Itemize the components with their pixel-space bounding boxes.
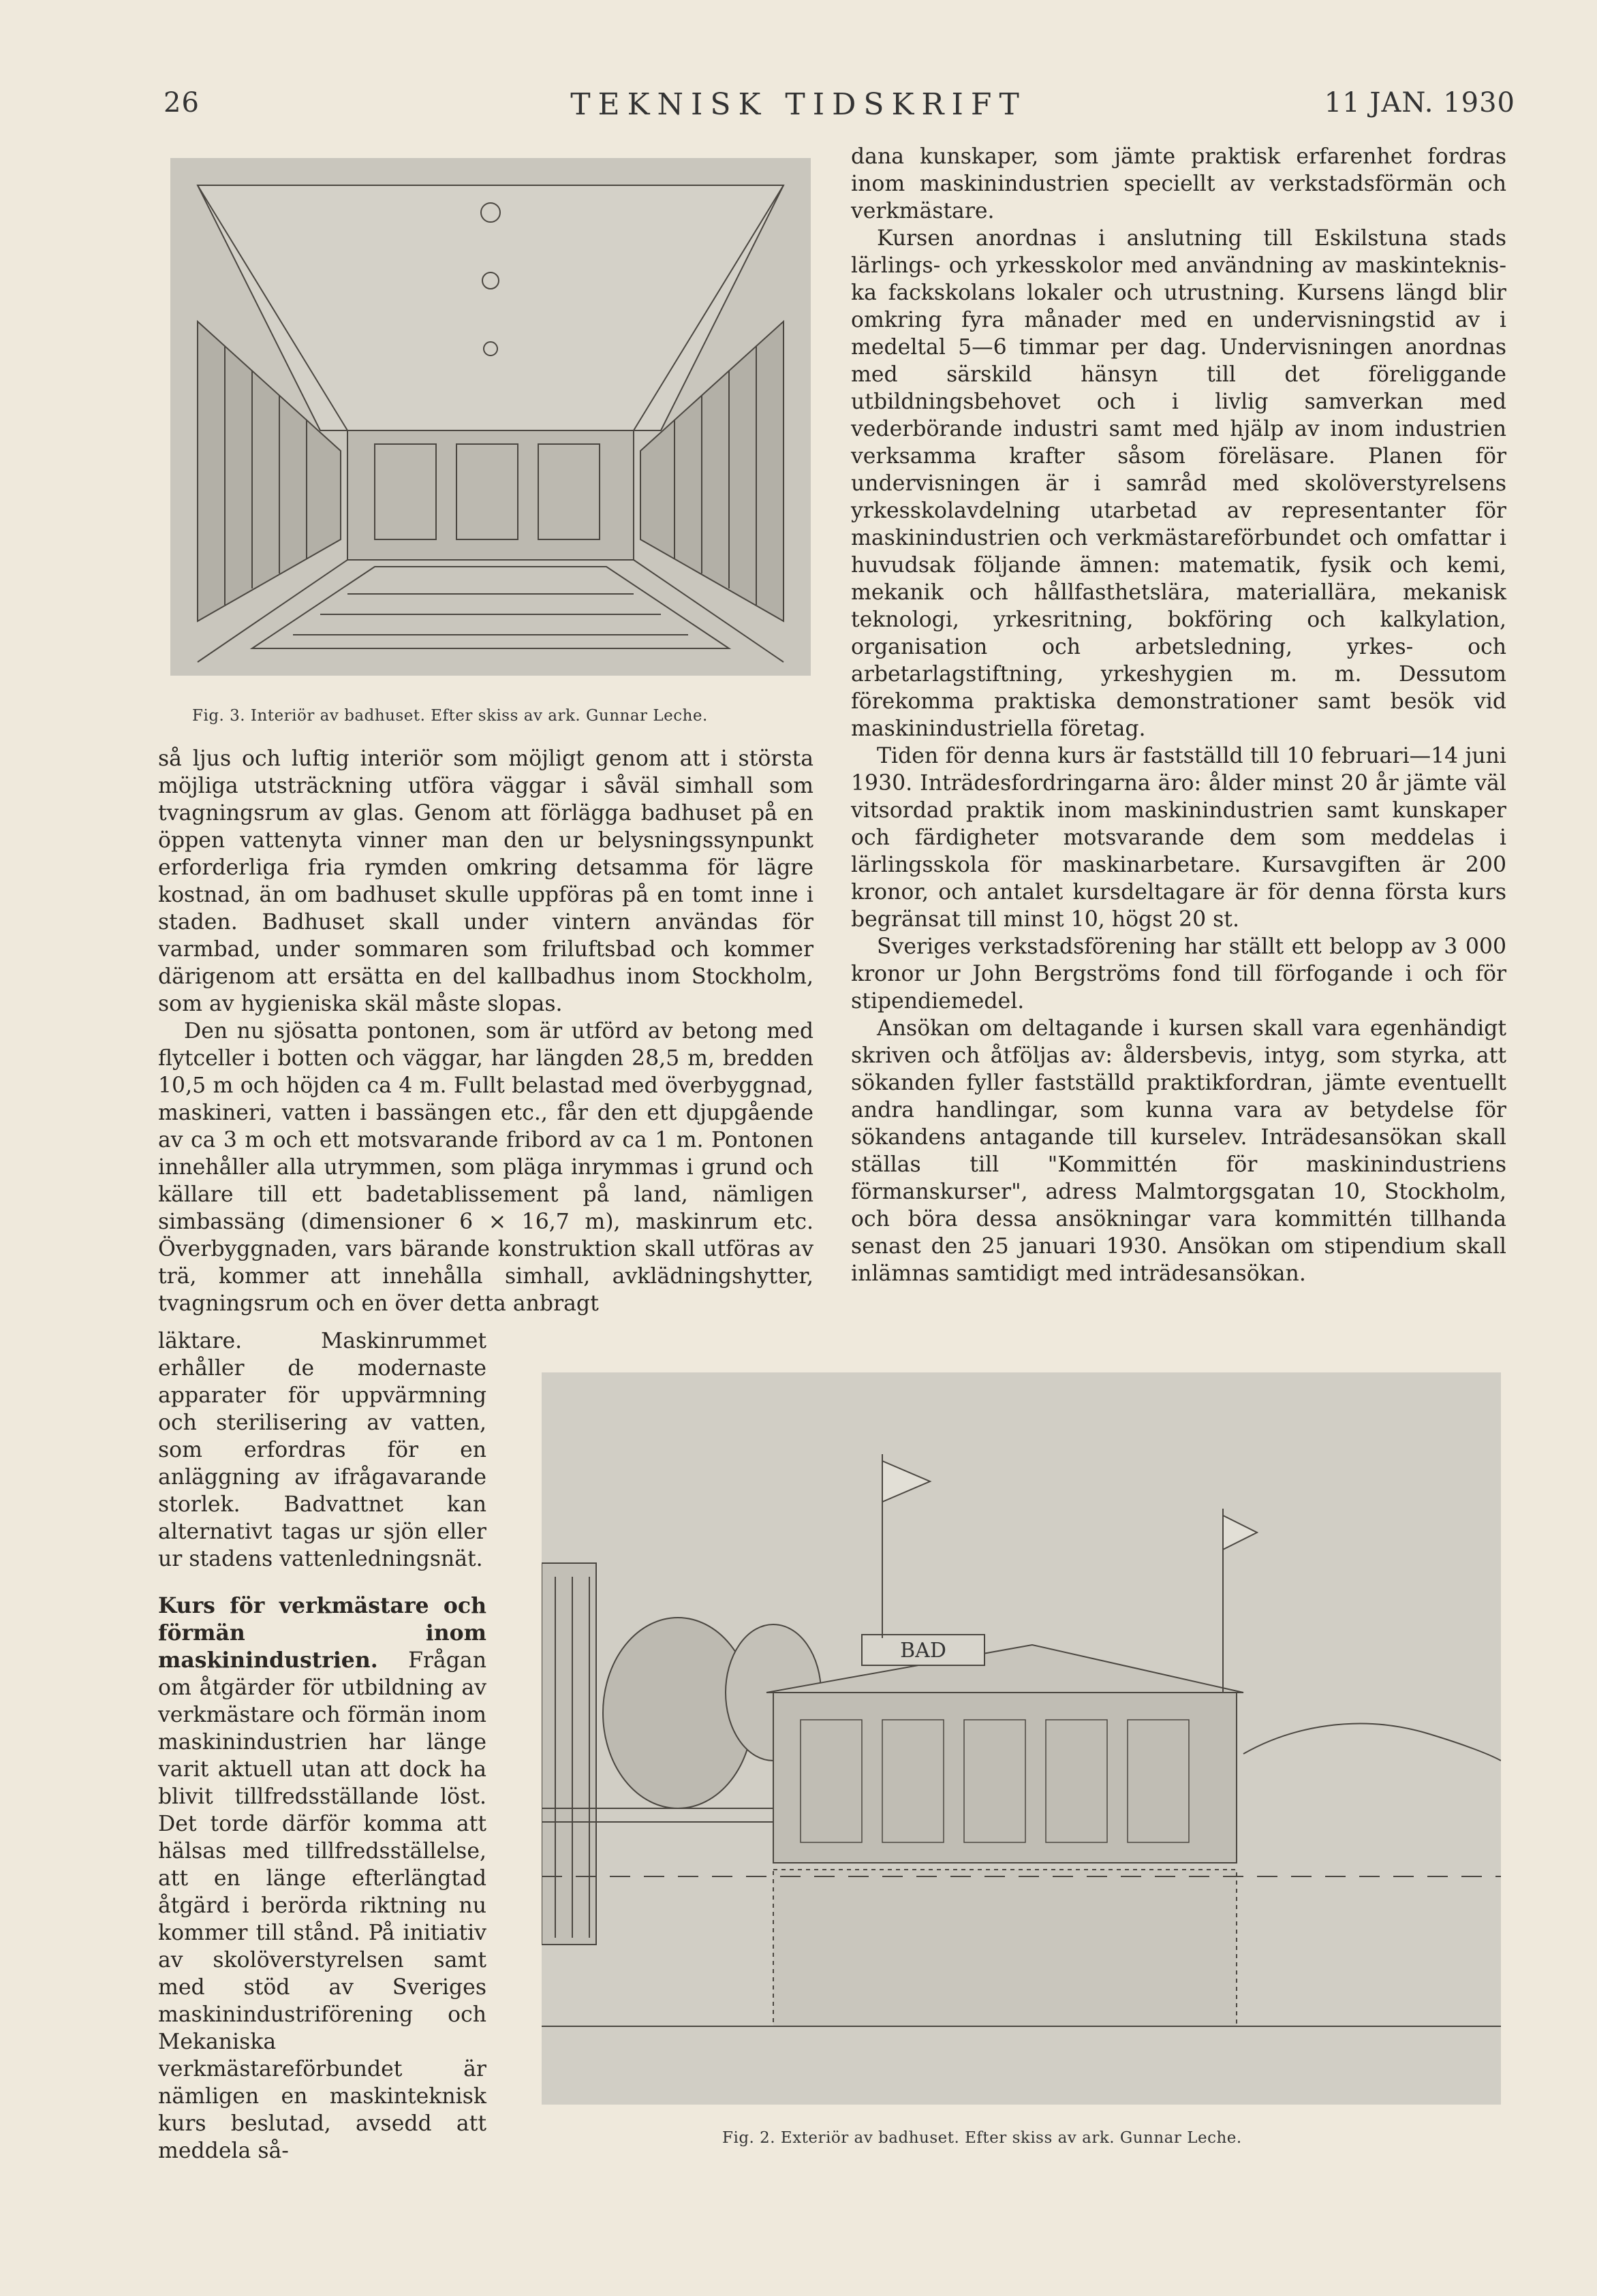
left-column-narrow bbox=[158, 1327, 486, 1573]
paragraph: Kursen anordnas i anslutning till Eskilstuna stads lärlings- och yrkesskolor med användning av maskintekniska fackskolans lokaler och utrustning. Kursens längd blir omkring fyra månader med en undervisningstid av i medeltal 5—6 timmar per dag. Undervisningen anordnas med särskild hänsyn till det föreliggande utbildningsbehovet och i livlig samverkan med vederbörande industri samt med hjälp av inom industrien verksamma krafter såsom föreläsare. Planen för undervisningen är i samråd med skolöverstyrelsens yrkesskolavdelning utarbetad av representanter för maskinindustrien och verkmästareförbundet och omfattar i huvudsak följande ämnen: matematik, fysik och kemi, mekanik och hållfasthetslära, materiallära, mekanisk teknologi, yrkesritning, bokföring och kalkylation, organisation och arbetsledning, yrkes- och arbetarlagstiftning, yrkeshygien m. m. Dessutom förekomma praktiska demonstrationer samt besök vid maskinindustriella företag. bbox=[851, 226, 1506, 741]
right-column bbox=[851, 143, 1506, 1287]
paragraph: Tiden för denna kurs är fastställd till 10 februari—14 juni 1930. Inträdesfordringarna äro: ålder minst 20 år jämte väl vitsordad praktik inom maskinindustrien samt kunskaper och färdigheter motsvarande dem som meddelas i lärlingsskola för maskinarbetare. Kursavgiften är 200 kronor, och antalet kursdeltagare är för denna första kurs begränsat till minst 10, högst 20 st. bbox=[851, 744, 1506, 932]
paragraph bbox=[158, 1592, 486, 2165]
figure-3-interior-sketch bbox=[170, 158, 811, 676]
figure-2-caption: Fig. 2. Exteriör av badhuset. Efter skiss av ark. Gunnar Leche. bbox=[722, 2129, 1242, 2147]
journal-title: TEKNISK TIDSKRIFT bbox=[570, 87, 1027, 122]
bad-sign-text: BAD bbox=[900, 1639, 946, 1663]
paragraph: dana kunskaper, som jämte praktisk erfarenhet fordras inom maskinindustrien speciellt av verkstadsförmän och verkmästare. bbox=[851, 144, 1506, 223]
paragraph: Ansökan om deltagande i kursen skall vara egenhändigt skriven och åtföljas av: åldersbevis, intyg, som styrka, att sökanden fyller fastställd praktikfordran, jämte eventuellt andra handlingar, som kunna vara av betydelse för sökandens antagande till kurselev. Inträdesansökan skall ställas till "Kommittén för maskinindustriens förmanskurser", adress Malmtorgsgatan 10, Stockholm, och böra dessa ansökningar vara kommittén tillhanda senast den 25 januari 1930. Ansökan om stipendium skall inlämnas samtidigt med inträdesansökan. bbox=[851, 1016, 1506, 1286]
issue-date: 11 JAN. 1930 bbox=[1324, 87, 1515, 119]
section-heading: Kurs för verkmästare och förmän inom maskinindustrien. bbox=[158, 1593, 486, 1673]
left-column-course-section bbox=[158, 1592, 486, 2165]
paragraph: Den nu sjösatta pontonen, som är utförd av betong med flytceller i botten och väggar, har längden 28,5 m, bredden 10,5 m och höjden ca 4 m. Fullt belastad med överbyggnad, maskineri, vatten i bassängen etc., får den ett djupgående av ca 3 m och ett motsvarande fribord av ca 1 m. Pontonen innehåller alla utrymmen, som pläga inrymmas i grund och källare till ett badetablissement på land, nämligen simbassäng (dimensioner 6 × 16,7 m), maskinrum etc. Överbyggnaden, vars bärande konstruktion skall utföras av trä, kommer att innehålla simhall, avklädningshytter, tvagningsrum och en över detta anbragt bbox=[158, 1019, 813, 1316]
paragraph: läktare. Maskinrummet erhåller de modernaste apparater för uppvärmning och sterilisering av vatten, som erfordras för en anläggning av ifrågavarande storlek. Badvattnet kan alternativt tagas ur sjön eller ur stadens vattenledningsnät. bbox=[158, 1329, 486, 1571]
figure-3-caption: Fig. 3. Interiör av badhuset. Efter skiss av ark. Gunnar Leche. bbox=[192, 707, 708, 725]
page-number: 26 bbox=[164, 87, 200, 119]
paragraph: Sveriges verkstadsförening har ställt ett belopp av 3 000 kronor ur John Bergströms fond till förfogande i och för stipendiemedel. bbox=[851, 934, 1506, 1013]
figure-2-exterior-sketch bbox=[542, 1372, 1501, 2105]
paragraph: så ljus och luftig interiör som möjligt genom att i största möjliga utsträckning utföra väggar i såväl simhall som tvagningsrum av glas. Genom att förlägga badhuset på en öppen vattenyta vinner man den ur belysningssynpunkt erforderliga fria rymden omkring detsamma för lägre kostnad, än om badhuset skulle uppföras på en tomt inne i staden. Badhuset skall under vintern användas för varmbad, under sommaren som friluftsbad och kommer därigenom att ersätta en del kallbadhus inom Stockholm, som av hygieniska skäl måste slopas. bbox=[158, 746, 813, 1016]
paragraph-text: Frågan om åtgärder för utbildning av verkmästare och förmän inom maskinindustrien har länge varit aktuell utan att dock ha blivit tillfredsställande löst. Det torde därför komma att hälsas med tillfredsställelse, att en länge efterlängtad åtgärd i berörda riktning nu kommer till stånd. På initiativ av skolöverstyrelsen samt med stöd av Sveriges maskinindustriförening och Mekaniska verkmästareförbundet är nämligen en maskinteknisk kurs beslutad, avsedd att meddela så- bbox=[158, 1648, 486, 2163]
left-column-upper bbox=[158, 745, 813, 1317]
